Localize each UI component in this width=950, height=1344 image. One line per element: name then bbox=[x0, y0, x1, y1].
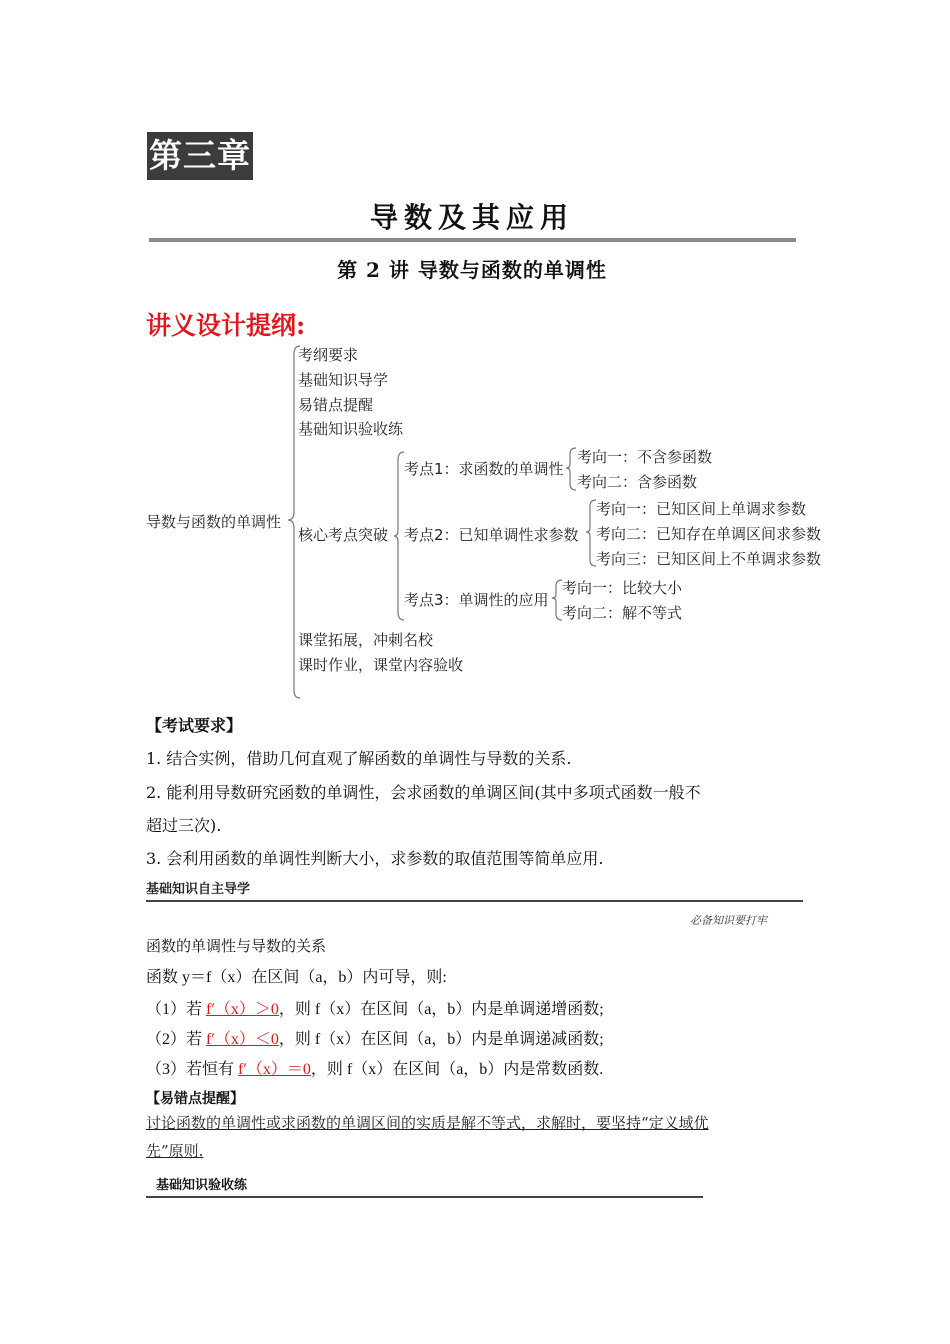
kp1-bracket bbox=[566, 448, 576, 490]
rule-result: ，则 f（x）在区间（a，b）内是常数函数. bbox=[310, 1061, 604, 1078]
rule-condition: f′（x）＞0 bbox=[206, 1001, 279, 1018]
rule-condition: f′（x）＜0 bbox=[206, 1031, 279, 1048]
basics-bar-rule bbox=[146, 900, 803, 902]
core-bracket bbox=[394, 452, 404, 620]
direction-item: 考向二：含参函数 bbox=[577, 473, 698, 491]
outline-core: 核心考点突破 bbox=[298, 526, 389, 544]
direction-item: 考向一：比较大小 bbox=[562, 579, 683, 597]
exam-heading: 【考试要求】 bbox=[146, 716, 243, 735]
rule-condition: f′（x）＝0 bbox=[238, 1061, 311, 1078]
outline-item: 课时作业，课堂内容验收 bbox=[298, 656, 464, 674]
practice-bar-title: 基础知识验收练 bbox=[156, 1178, 248, 1193]
rule-line bbox=[146, 996, 604, 1019]
exam-item: 1. 结合实例，借助几何直观了解函数的单调性与导数的关系. bbox=[146, 749, 572, 768]
basics-bar-title: 基础知识自主导学 bbox=[146, 882, 251, 897]
rule-prefix: （1）若 bbox=[146, 1001, 207, 1018]
practice-bar-rule bbox=[146, 1196, 703, 1198]
tip-line: 先”原则. bbox=[146, 1142, 204, 1160]
exam-item: 3. 会利用函数的单调性判断大小，求参数的取值范围等简单应用. bbox=[146, 849, 604, 868]
direction-item: 考向二：解不等式 bbox=[562, 604, 683, 622]
tip-line: 讨论函数的单调性或求函数的单调区间的实质是解不等式，求解时，要坚持“定义域优 bbox=[146, 1114, 709, 1132]
direction-item: 考向二：已知存在单调区间求参数 bbox=[596, 525, 822, 543]
outline-heading: 讲义设计提纲: bbox=[146, 311, 306, 340]
exam-item: 超过三次). bbox=[146, 816, 222, 835]
rule-result: ，则 f（x）在区间（a，b）内是单调递减函数; bbox=[278, 1031, 604, 1048]
book-title: 导数及其应用 bbox=[369, 201, 574, 234]
rule-line bbox=[146, 1026, 604, 1049]
direction-item: 考向一：已知区间上单调求参数 bbox=[596, 500, 807, 518]
exam-item: 2. 能利用导数研究函数的单调性，会求函数的单调区间(其中多项式函数一般不 bbox=[146, 783, 701, 802]
direction-item: 考向三：已知区间上不单调求参数 bbox=[596, 550, 822, 568]
outline-item: 课堂拓展，冲刺名校 bbox=[298, 631, 434, 649]
basics-intro: 函数 y＝f（x）在区间（a，b）内可导，则: bbox=[146, 969, 447, 986]
basics-topic: 函数的单调性与导数的关系 bbox=[146, 938, 327, 955]
keypoint-1: 考点1：求函数的单调性 bbox=[404, 460, 564, 478]
outline-item: 考纲要求 bbox=[298, 346, 359, 364]
rule-prefix: （3）若恒有 bbox=[146, 1061, 239, 1078]
rule-prefix: （2）若 bbox=[146, 1031, 207, 1048]
tip-heading: 【易错点提醒】 bbox=[146, 1091, 244, 1107]
direction-item: 考向一：不含参函数 bbox=[577, 448, 713, 466]
lecture-title: 第 2 讲 导数与函数的单调性 bbox=[337, 258, 607, 282]
rule-line bbox=[146, 1056, 603, 1079]
keypoint-2: 考点2：已知单调性求参数 bbox=[404, 526, 579, 544]
kp3-bracket bbox=[552, 580, 562, 620]
chapter-badge: 第三章 bbox=[147, 132, 253, 180]
outline-item: 易错点提醒 bbox=[298, 396, 374, 414]
outline-root: 导数与函数的单调性 bbox=[146, 513, 282, 531]
basics-bar-subtitle: 必备知识要打牢 bbox=[690, 914, 767, 927]
outline-item: 基础知识验收练 bbox=[298, 420, 404, 438]
keypoint-3: 考点3：单调性的应用 bbox=[404, 591, 549, 609]
rule-result: ，则 f（x）在区间（a，b）内是单调递增函数; bbox=[278, 1001, 604, 1018]
outline-item: 基础知识导学 bbox=[298, 371, 389, 389]
kp2-bracket bbox=[586, 500, 596, 566]
